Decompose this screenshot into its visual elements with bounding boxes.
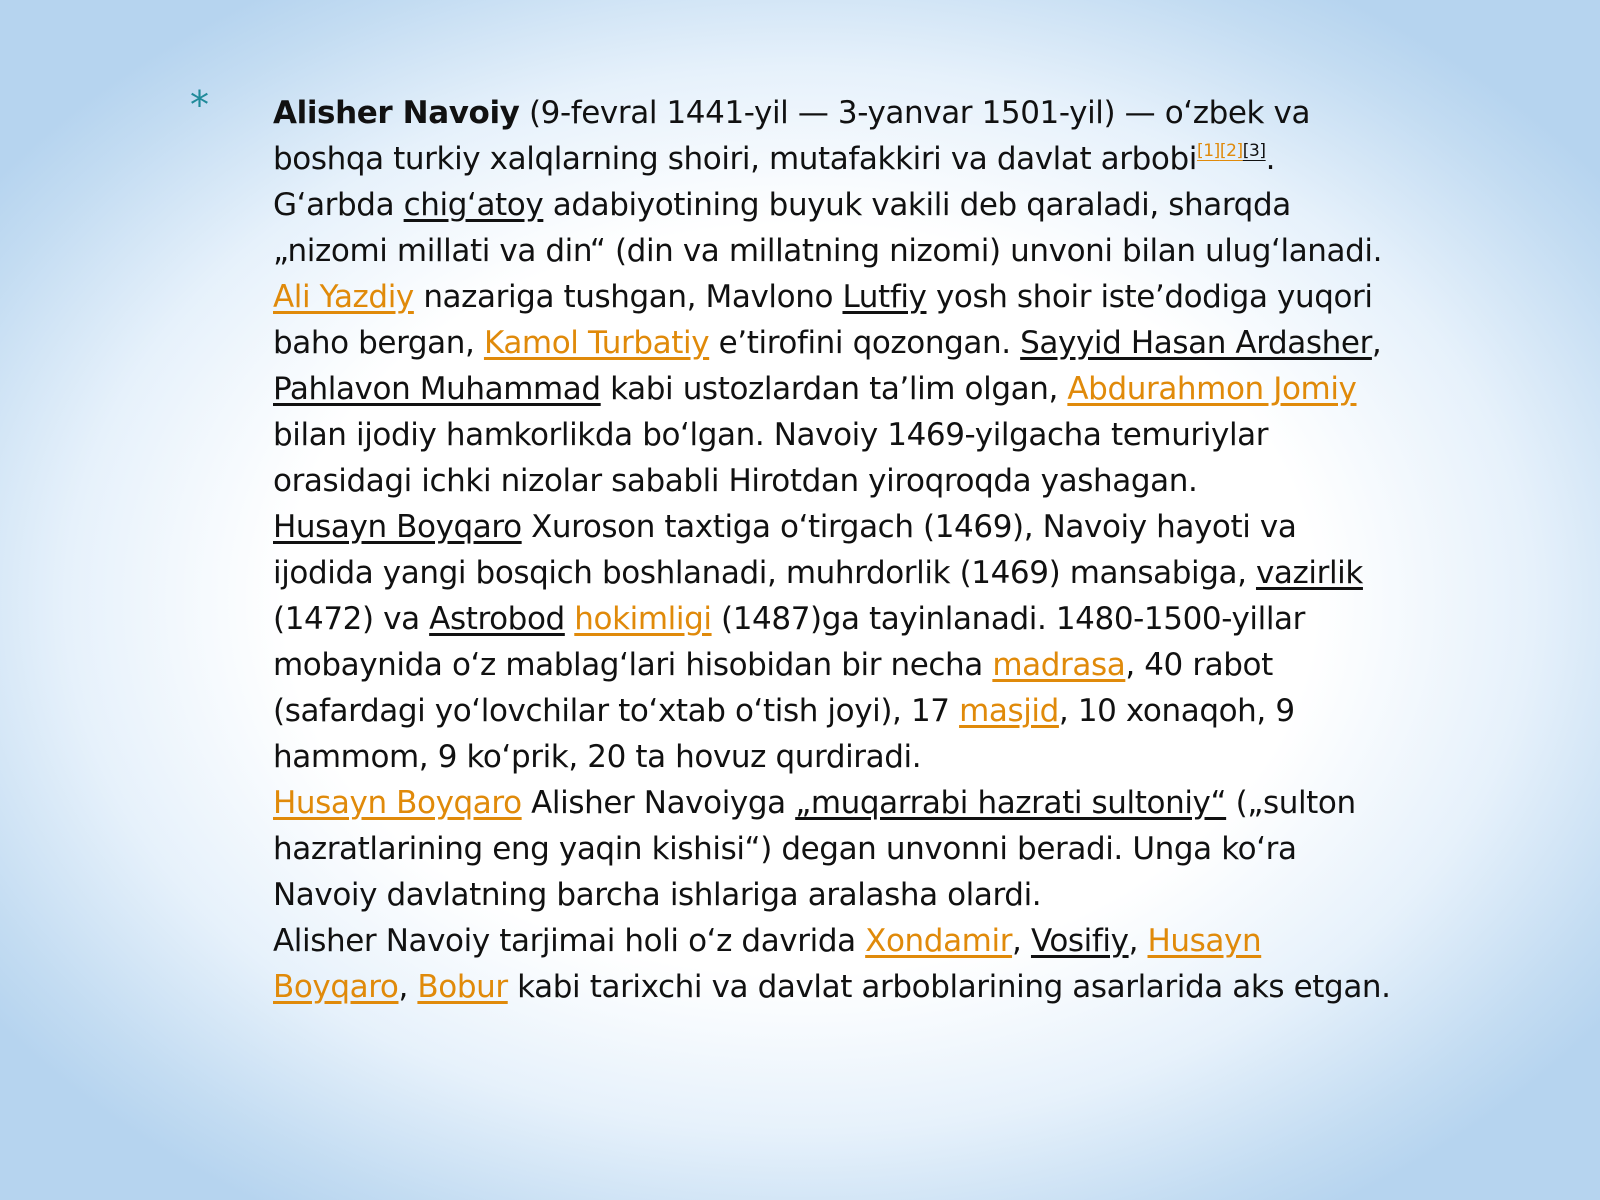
citation-link-2[interactable]: [2]: [1219, 141, 1243, 161]
title-text-2: („sulton hazratlarining eng yaqin kishisi“) degan unvonni beradi. Unga koʻra Navoiy davlatning barcha ishlariga aralasha olardi.: [273, 785, 1356, 913]
link-bobur[interactable]: Bobur: [417, 969, 508, 1005]
link-kamol-turbatiy[interactable]: Kamol Turbatiy: [483, 325, 710, 361]
teachers-text-5: kabi ustozlardan taʼlim olgan,: [600, 371, 1068, 407]
link-chigatoy[interactable]: chigʻatoy: [403, 187, 544, 223]
slide-body: [273, 90, 1393, 1010]
career-text-6: , 10 xonaqoh, 9 hammom, 9 koʻprik, 20 ta hovuz qurdiradi.: [273, 693, 1295, 775]
biography-text-2: ,: [1012, 923, 1031, 959]
paragraph-title: [273, 780, 1393, 918]
link-ali-yazdiy[interactable]: Ali Yazdiy: [273, 279, 414, 315]
career-text-5: , 40 rabot (safardagi yoʻlovchilar toʻxtab oʻtish joyi), 17: [273, 647, 1273, 729]
title-text-1: Alisher Navoiyga: [521, 785, 796, 821]
teachers-text-1: nazariga tushgan, Mavlono: [413, 279, 843, 315]
paragraph-biography: [273, 918, 1393, 1010]
teachers-text-4: ,: [1371, 325, 1382, 361]
link-astrobod[interactable]: Astrobod: [429, 601, 565, 637]
paragraph-teachers: [273, 274, 1393, 504]
link-vosifiy[interactable]: Vosifiy: [1030, 923, 1129, 959]
career-text-1: Xuroson taxtiga oʻtirgach (1469), Navoiy hayoti va ijodida yangi bosqich boshlanadi, muhrdorlik (1469) mansabiga,: [273, 509, 1297, 591]
biography-text-5: kabi tarixchi va davlat arboblarining asarlarida aks etgan.: [507, 969, 1391, 1005]
link-masjid[interactable]: masjid: [959, 693, 1059, 729]
citation-link-1[interactable]: [1]: [1196, 141, 1220, 161]
link-husayn-boyqaro-2[interactable]: Husayn Boyqaro: [273, 785, 522, 821]
link-xondamir[interactable]: Xondamir: [865, 923, 1013, 959]
biography-text-4: ,: [398, 969, 418, 1005]
biography-text-3: ,: [1128, 923, 1148, 959]
paragraph-intro: [273, 90, 1393, 274]
career-text-4: (1487)ga tayinlanadi. 1480-1500-yillar mobaynida oʻz mablagʻlari hisobidan bir necha: [273, 601, 1305, 683]
link-vazirlik[interactable]: vazirlik: [1255, 555, 1363, 591]
teachers-text-3: eʼtirofini qozongan.: [709, 325, 1021, 361]
link-sayyid-hasan-ardasher[interactable]: Sayyid Hasan Ardasher: [1020, 325, 1372, 361]
link-abdurahmon-jomiy[interactable]: Abdurahmon Jomiy: [1067, 371, 1357, 407]
link-husayn-boyqaro[interactable]: Husayn Boyqaro: [273, 509, 522, 545]
intro-text: (9-fevral 1441-yil — 3-yanvar 1501-yil) — oʻzbek va boshqa turkiy xalqlarning shoiri, mutafakkiri va davlat arbobi: [273, 95, 1311, 177]
biography-text-1: Alisher Navoiy tarjimai holi oʻz davrida: [273, 923, 866, 959]
career-text-3: [565, 601, 574, 637]
link-hokimligi[interactable]: hokimligi: [574, 601, 712, 637]
subject-name: Alisher Navoiy: [273, 95, 520, 131]
intro-text-3: adabiyotining buyuk vakili deb qaraladi, sharqda „nizomi millati va din“ (din va millatning nizomi) unvoni bilan ulugʻlanadi.: [273, 187, 1383, 269]
paragraph-career: [273, 504, 1393, 780]
link-muqarrabi-hazrati-sultoniy[interactable]: „muqarrabi hazrati sultoniy“: [795, 785, 1227, 821]
intro-text-2: . Gʻarbda: [273, 141, 1276, 223]
link-madrasa[interactable]: madrasa: [992, 647, 1126, 683]
teachers-text-2: yosh shoir isteʼdodiga yuqori baho bergan,: [273, 279, 1373, 361]
link-pahlavon-muhammad[interactable]: Pahlavon Muhammad: [273, 371, 601, 407]
link-husayn-boyqaro-3[interactable]: Husayn Boyqaro: [273, 923, 1262, 1005]
teachers-text-6: bilan ijodiy hamkorlikda boʻlgan. Navoiy 1469-yilgacha temuriylar orasidagi ichki nizolar sababli Hirotdan yiroqroqda yashagan.: [273, 417, 1269, 499]
asterisk-bullet-icon: *: [190, 83, 209, 127]
link-lutfiy[interactable]: Lutfiy: [842, 279, 927, 315]
career-text-2: (1472) va: [273, 601, 430, 637]
citation-link-3[interactable]: [3]: [1242, 141, 1266, 161]
